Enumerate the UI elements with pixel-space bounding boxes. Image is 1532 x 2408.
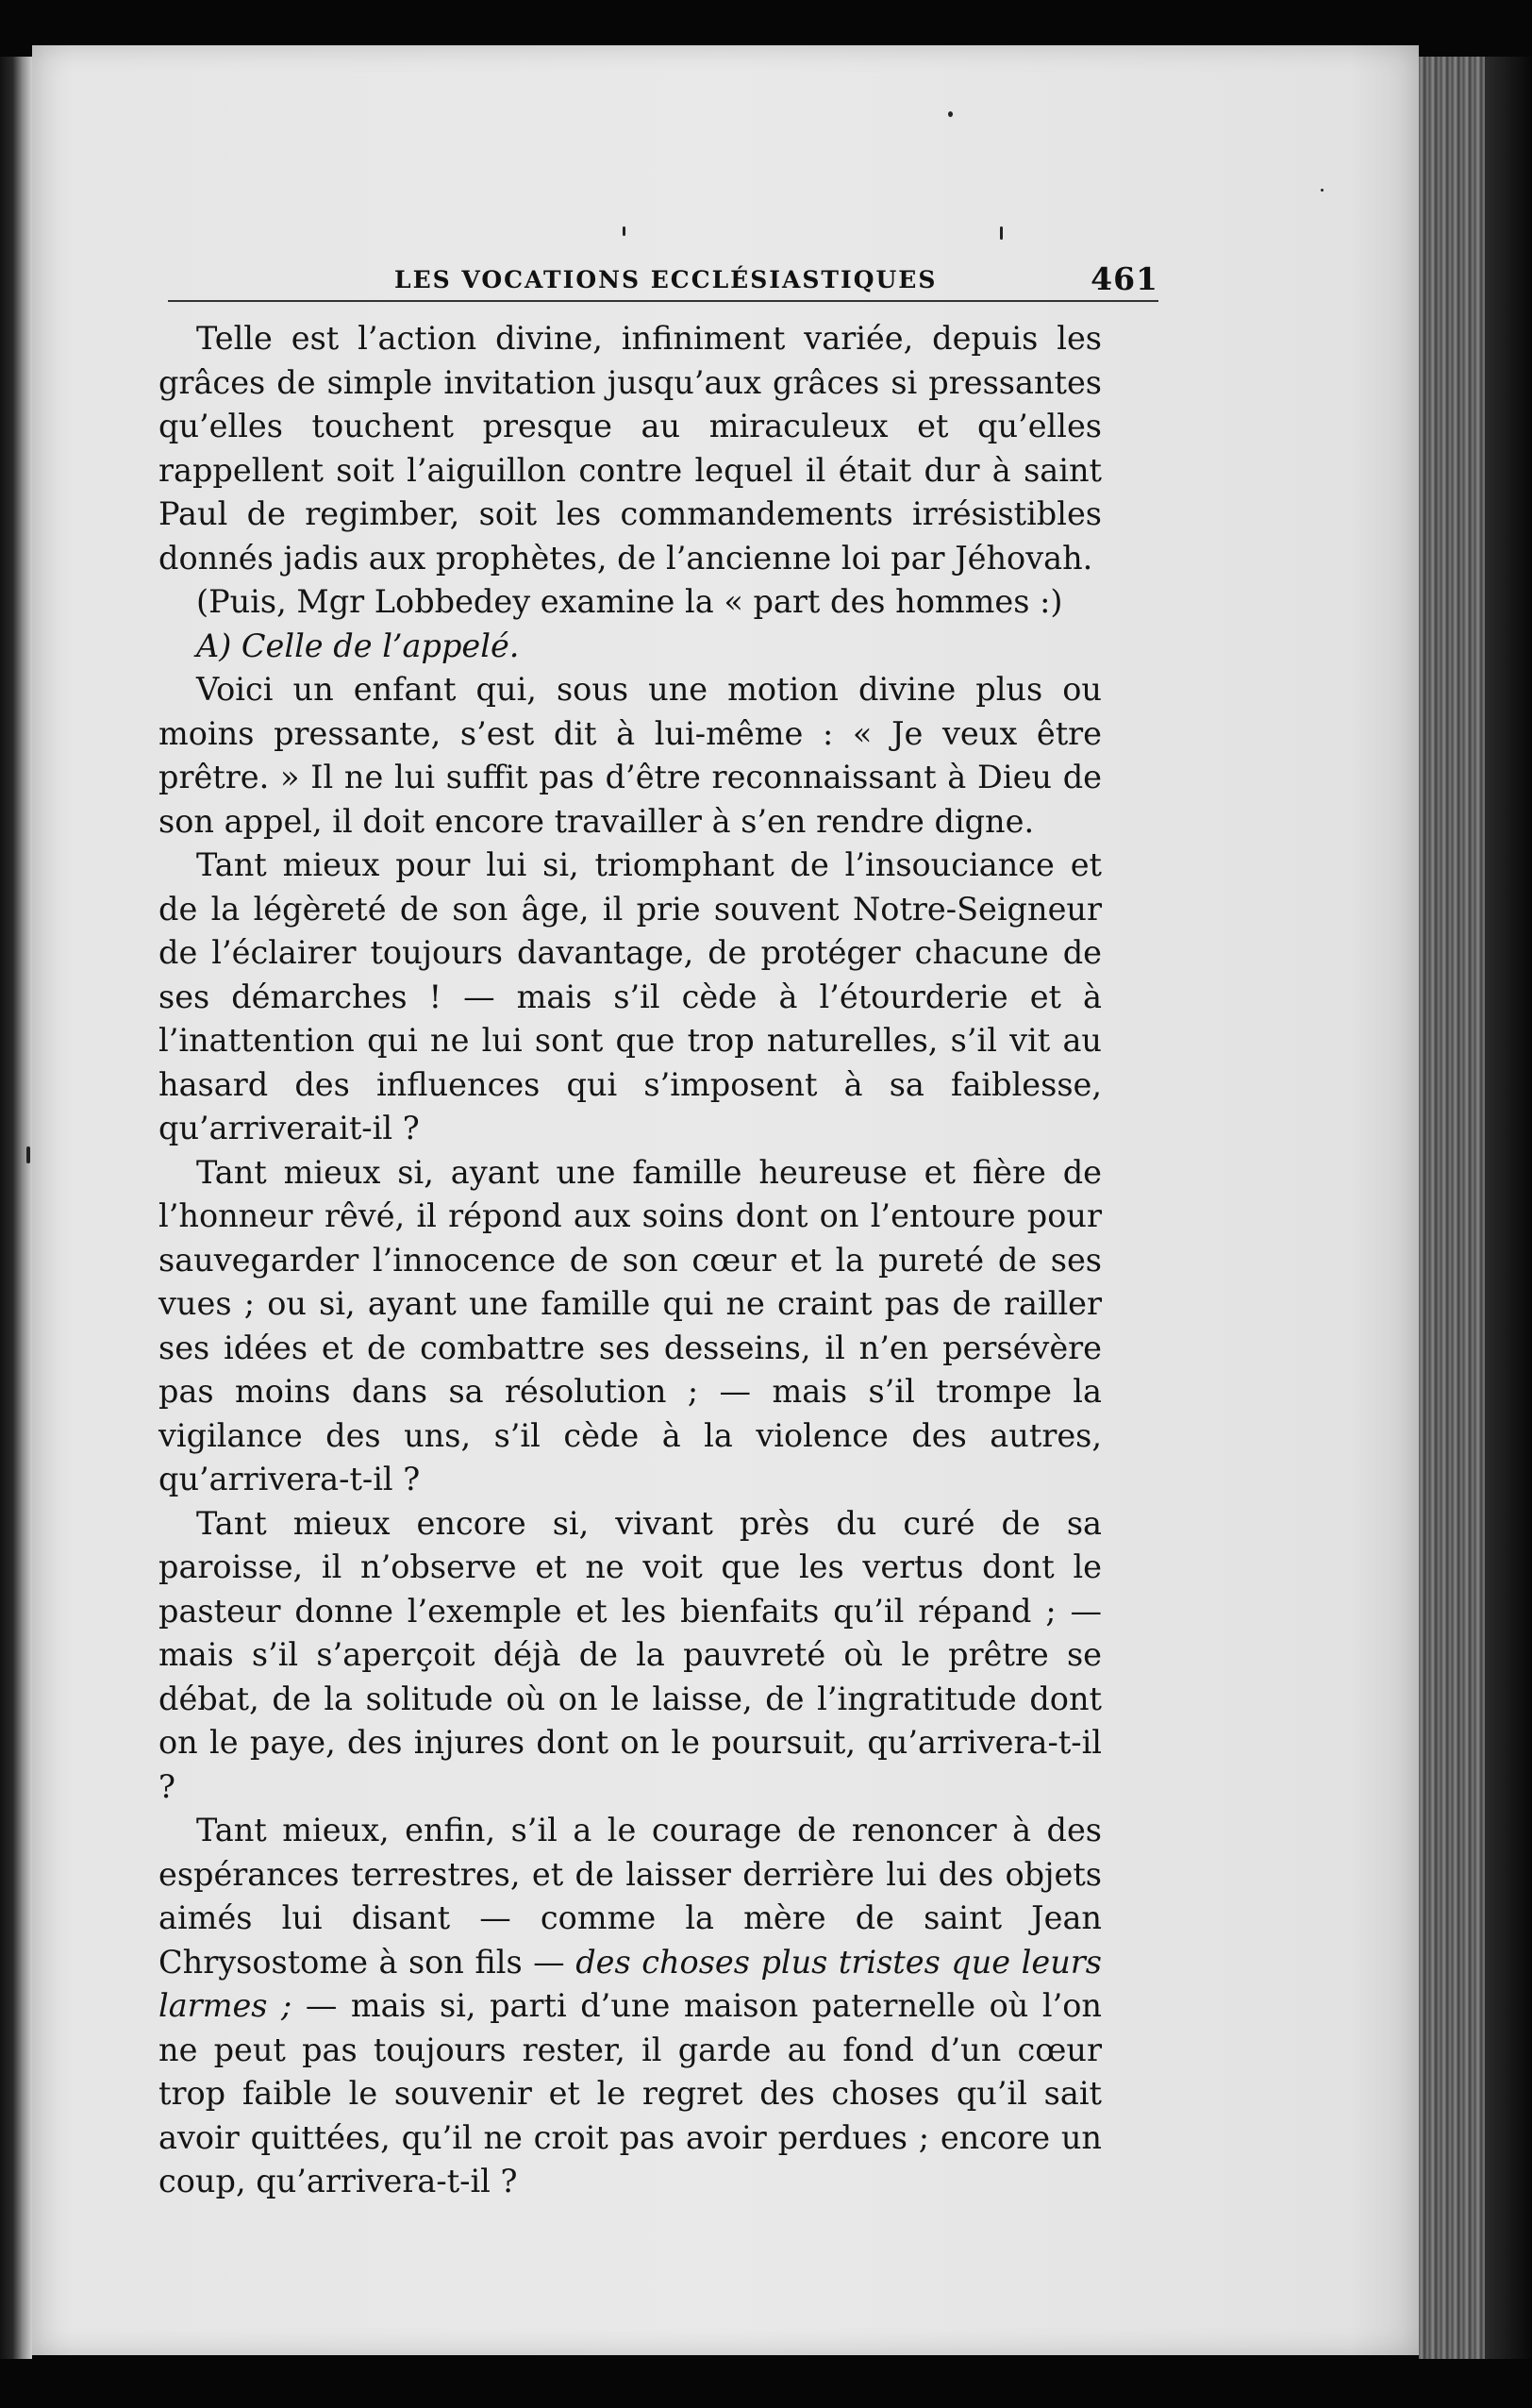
page-number: 461 bbox=[1091, 260, 1158, 297]
paragraph-last bbox=[158, 1809, 1102, 2204]
right-shadow bbox=[1485, 57, 1532, 2359]
left-page-edge bbox=[0, 57, 32, 2359]
paragraph: Tant mieux si, ayant une famille heureuse et fière de l’honneur rêvé, il répond aux soins dont on l’entoure pour sauvegarder l’innocence de son cœur et la pureté de ses vues ; ou si, ayant une famille qui ne craint pas de railler ses idées et de combattre ses desseins, il n’en persévère pas moins dans sa résolution ; — mais s’il trompe la vigilance des uns, s’il cède à la violence des autres, qu’arrivera-t-il ? bbox=[158, 1153, 1102, 1497]
section-heading: A) Celle de l’appelé. bbox=[196, 627, 520, 664]
running-title: LES VOCATIONS ECCLÉSIASTIQUES bbox=[394, 266, 938, 293]
dust-speck bbox=[26, 1146, 30, 1163]
paragraph: Tant mieux encore si, vivant près du curé de sa paroisse, il n’observe et ne voit que les vertus dont le pasteur donne l’exemple et les bienfaits qu’il répand ; — mais s’il s’aperçoit déjà de la pauvreté où le prêtre se débat, de la solitude où on le laisse, de l’ingratitude dont on le paye, des injures dont on le poursuit, qu’arrivera-t-il ? bbox=[158, 1504, 1102, 1805]
paragraph-text: Tant mieux, enfin, s’il a le courage de renoncer à des espérances terrestres, et de laisser derrière lui des objets aimés lui disant — comme la mère de saint Jean Chrysostome à son fils — bbox=[158, 1812, 1102, 1981]
paragraph: (Puis, Mgr Lobbedey examine la « part des hommes :) bbox=[196, 583, 1063, 620]
running-header bbox=[168, 262, 1158, 300]
paragraph: Voici un enfant qui, sous une motion divine plus ou moins pressante, s’est dit à lui-même : « Je veux être prêtre. » Il ne lui suffit pas d’être reconnaissant à Dieu de son appel, il doit encore travailler à s’en rendre digne. bbox=[158, 671, 1102, 840]
dust-speck bbox=[1000, 226, 1003, 240]
body-text bbox=[158, 317, 1102, 2204]
header-rule bbox=[168, 300, 1158, 302]
page-stack-edge bbox=[1419, 57, 1485, 2359]
dust-speck bbox=[1321, 189, 1324, 192]
dust-speck bbox=[623, 226, 625, 236]
paragraph: Telle est l’action divine, infiniment variée, depuis les grâces de simple invitation jusqu’aux grâces si pressantes qu’elles touchent presque au miraculeux et qu’elles rappellent soit l’aiguillon contre lequel il était dur à saint Paul de regimber, soit les commandements irrésistibles donnés jadis aux prophètes, de l’ancienne loi par Jéhovah. bbox=[158, 320, 1102, 577]
dust-speck bbox=[948, 111, 953, 117]
paragraph: Tant mieux pour lui si, triomphant de l’insouciance et de la légèreté de son âge, il prie souvent Notre-Seigneur de l’éclairer toujours davantage, de protéger chacune de ses démarches ! — mais s’il cède à l’étourderie et à l’inattention qui ne lui sont que trop naturelles, s’il vit au hasard des influences qui s’imposent à sa faiblesse, qu’arriverait-il ? bbox=[158, 846, 1102, 1146]
paragraph-text: — mais si, parti d’une maison paternelle où l’on ne peut pas toujours rester, il garde au fond d’un cœur trop faible le souvenir et le regret des choses qu’il sait avoir quittées, qu’il ne croit pas avoir perdues ; encore un coup, qu’arrivera-t-il ? bbox=[158, 1987, 1102, 2199]
italic-quote: des choses plus tristes que leurs larmes ; bbox=[158, 1943, 1102, 2024]
